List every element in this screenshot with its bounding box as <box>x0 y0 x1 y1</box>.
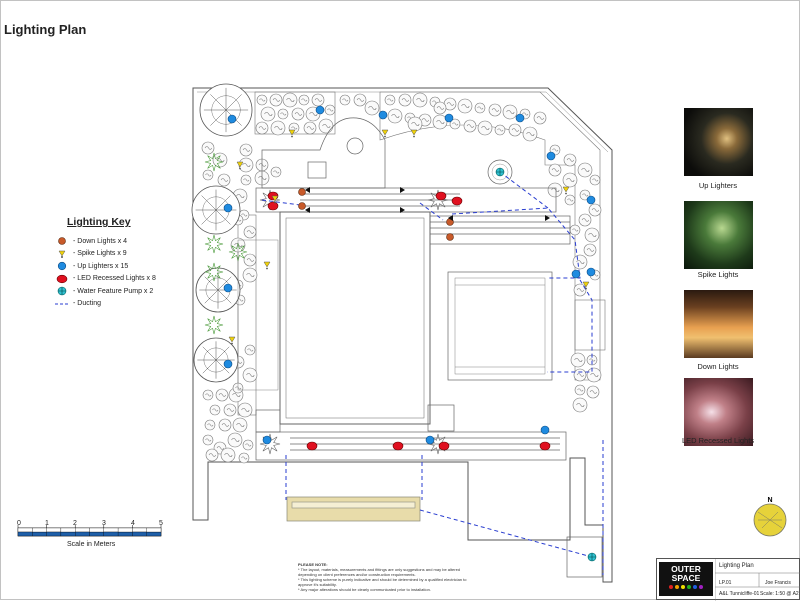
caption-recessed-lights: LED Recessed Lights <box>681 436 755 445</box>
down-light-icon <box>55 236 69 246</box>
key-item-down-lights: - Down Lights x 4 <box>55 235 205 247</box>
note-line: * Any major alterations should be clearly communicated prior to installation. <box>298 587 431 592</box>
north-label: N <box>767 497 773 504</box>
key-item-up-lighters: - Up Lighters x 15 <box>55 260 205 272</box>
drawn-by: Joe Francis <box>765 580 791 586</box>
lighting-key-title: Lighting Key <box>67 216 131 228</box>
logo-dots <box>659 585 713 589</box>
key-item-water-pump: - Water Feature Pump x 2 <box>55 285 205 297</box>
title-block-grid <box>715 559 800 601</box>
scale-tick-1: 1 <box>45 520 49 527</box>
notes-heading: PLEASE NOTE: <box>298 562 328 567</box>
drawing-number: LP.01 <box>719 580 732 586</box>
drawing-scale: Scale: 1:50 @ A2 <box>760 591 799 597</box>
scale-label: Scale in Meters <box>67 541 116 548</box>
lighting-key <box>55 216 205 310</box>
title-block <box>656 558 800 600</box>
scale-tick-3: 3 <box>102 520 106 527</box>
key-item-recessed-lights: - LED Recessed Lights x 8 <box>55 273 205 285</box>
spike-light-icon <box>55 249 69 259</box>
photo-spike-lights <box>684 201 753 269</box>
key-item-spike-lights: - Spike Lights x 9 <box>55 248 205 260</box>
note-line: * The layout, materials, measurements and fittings are only suggestions and may be altered depending on client preferences and/or construction requirements. <box>298 567 461 577</box>
company-logo: OUTER SPACE <box>659 562 713 596</box>
caption-spike-lights: Spike Lights <box>697 270 739 279</box>
caption-down-lights: Down Lights <box>697 362 739 371</box>
photo-down-lights <box>684 290 753 358</box>
drawing-title: Lighting Plan <box>719 563 754 569</box>
scale-tick-2: 2 <box>73 520 77 527</box>
pump-icon <box>55 286 69 296</box>
page-title: Lighting Plan <box>4 22 87 37</box>
scale-tick-0: 0 <box>17 520 21 527</box>
scale-tick-4: 4 <box>131 520 135 527</box>
planting-beds <box>238 92 605 415</box>
scale-bar <box>18 525 161 536</box>
hardscape <box>238 118 602 577</box>
project-name: A&L Tunnicliffe-01 <box>719 591 760 597</box>
up-light-icon <box>55 261 69 271</box>
note-line: * This lighting scheme is purely indicative and should be determined by a qualified electrician to approve it's suitability. <box>298 577 467 587</box>
key-item-ducting: - Ducting <box>55 298 205 310</box>
north-arrow <box>754 497 786 536</box>
plan-notes <box>298 562 468 592</box>
photo-up-lighters <box>684 108 753 176</box>
ducting-icon <box>55 302 69 306</box>
caption-up-lighters: Up Lighters <box>698 181 738 190</box>
scale-tick-5: 5 <box>159 520 163 527</box>
recessed-light-icon <box>55 274 69 284</box>
